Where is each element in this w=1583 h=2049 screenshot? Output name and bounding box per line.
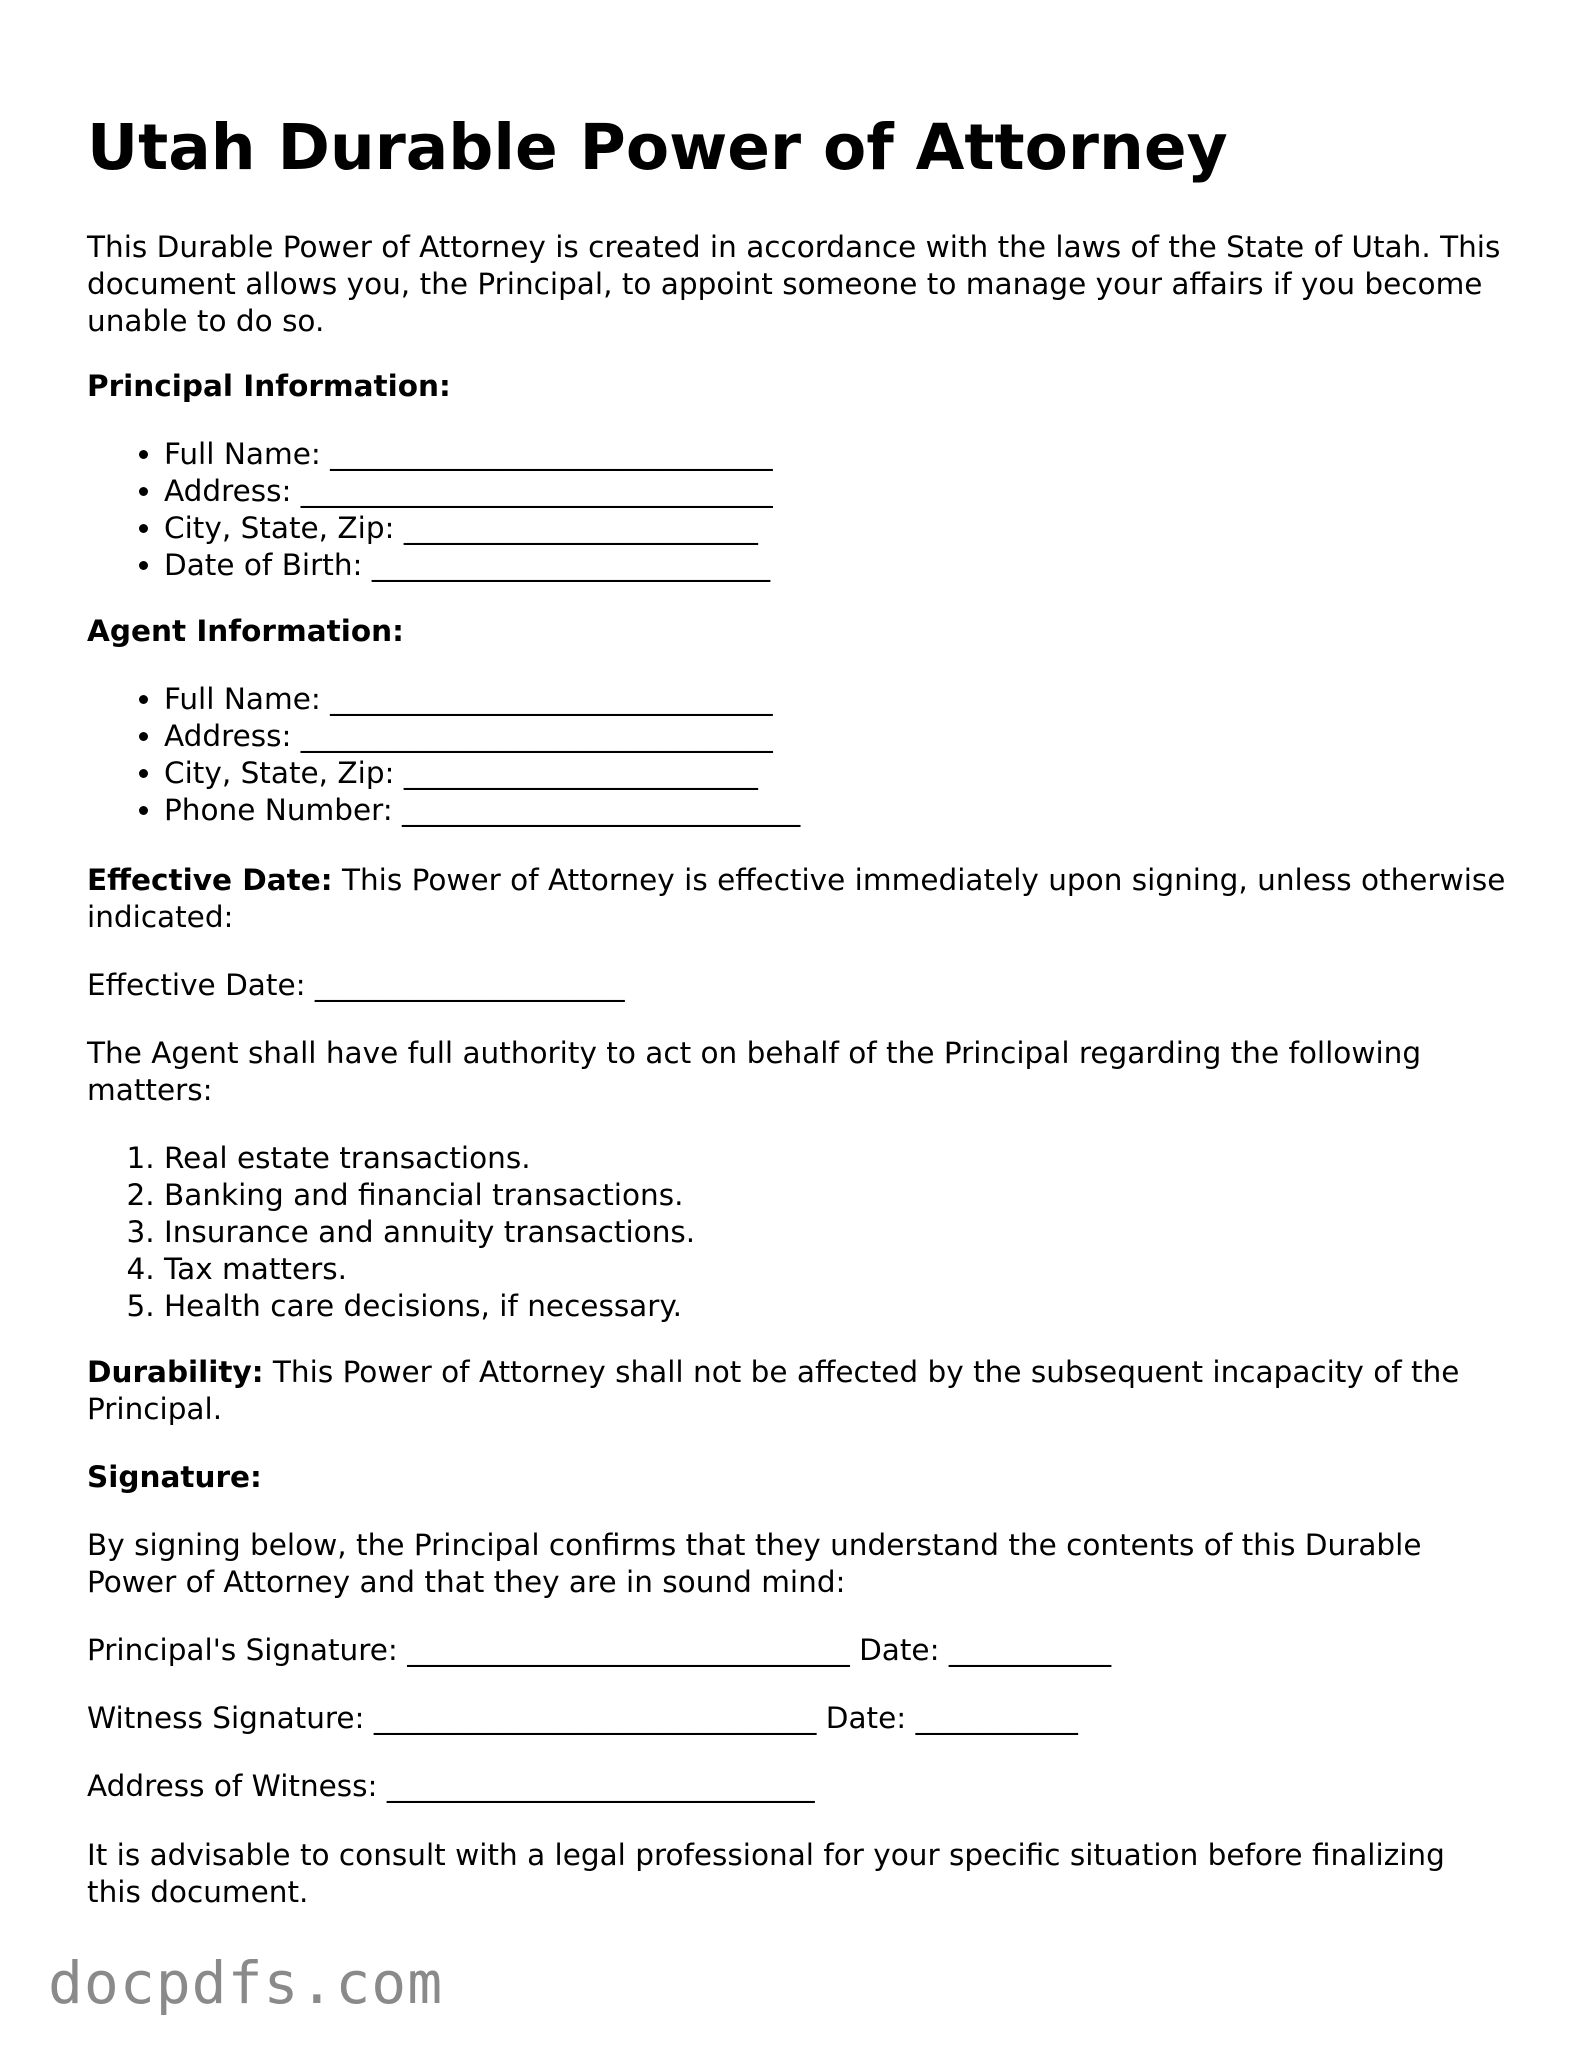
authority-item-banking: 2. Banking and financial transactions. [164, 1177, 1583, 1214]
principal-full-name: • Full Name: ______________________________ [164, 436, 1583, 473]
witness-address-line: Address of Witness: _____________________________ [87, 1769, 815, 1803]
intro-paragraph: This Durable Power of Attorney is created in accordance with the laws of the State of Utah. This document allows you, the Principal, to appoint someone to manage your affairs if you become unable to do so. [87, 230, 1501, 338]
agent-heading: Agent Information: [87, 614, 404, 648]
principal-list [87, 436, 1583, 584]
authority-item-health-care: 5. Health care decisions, if necessary. [164, 1288, 1583, 1325]
document-title: Utah Durable Power of Attorney [87, 111, 1228, 184]
agent-address: • Address: ________________________________ [164, 718, 1583, 755]
agent-full-name: • Full Name: ______________________________ [164, 681, 1583, 718]
principal-date-of-birth: • Date of Birth: ___________________________ [164, 547, 1583, 584]
principal-city-state-zip: • City, State, Zip: ________________________ [164, 510, 1583, 547]
authority-paragraph: The Agent shall have full authority to act on behalf of the Principal regarding the following matters: [87, 1036, 1422, 1107]
effective-date-field: Effective Date: _____________________ [87, 968, 625, 1002]
advice-paragraph: It is advisable to consult with a legal professional for your specific situation before finalizing this document. [87, 1838, 1445, 1909]
agent-list [87, 681, 1583, 829]
principal-address: • Address: ________________________________ [164, 473, 1583, 510]
authority-item-real-estate: 1. Real estate transactions. [164, 1140, 1583, 1177]
authority-item-tax: 4. Tax matters. [164, 1251, 1583, 1288]
effective-text: This Power of Attorney is effective immediately upon signing, unless otherwise indicated: [87, 863, 1506, 934]
principal-heading: Principal Information: [87, 369, 451, 403]
agent-city-state-zip: • City, State, Zip: ________________________ [164, 755, 1583, 792]
docpdfs-watermark: docpdfs.com [48, 1949, 444, 2017]
witness-signature-line: Witness Signature: ______________________________ Date: ___________ [87, 1701, 1078, 1735]
signature-heading: Signature: [87, 1460, 262, 1494]
agent-phone-number: • Phone Number: ___________________________ [164, 792, 1583, 829]
signature-paragraph: By signing below, the Principal confirms that they understand the contents of this Durable Power of Attorney and that they are in sound mind: [87, 1528, 1422, 1599]
effective-label: Effective Date: [87, 863, 333, 897]
authority-list [87, 1140, 1583, 1325]
effective-paragraph [87, 862, 1507, 936]
durability-text: This Power of Attorney shall not be affected by the subsequent incapacity of the Principal. [87, 1355, 1460, 1426]
authority-item-insurance: 3. Insurance and annuity transactions. [164, 1214, 1583, 1251]
durability-paragraph [87, 1354, 1507, 1428]
principal-signature-line: Principal's Signature: ______________________________ Date: ___________ [87, 1633, 1112, 1667]
durability-label: Durability: [87, 1355, 264, 1389]
